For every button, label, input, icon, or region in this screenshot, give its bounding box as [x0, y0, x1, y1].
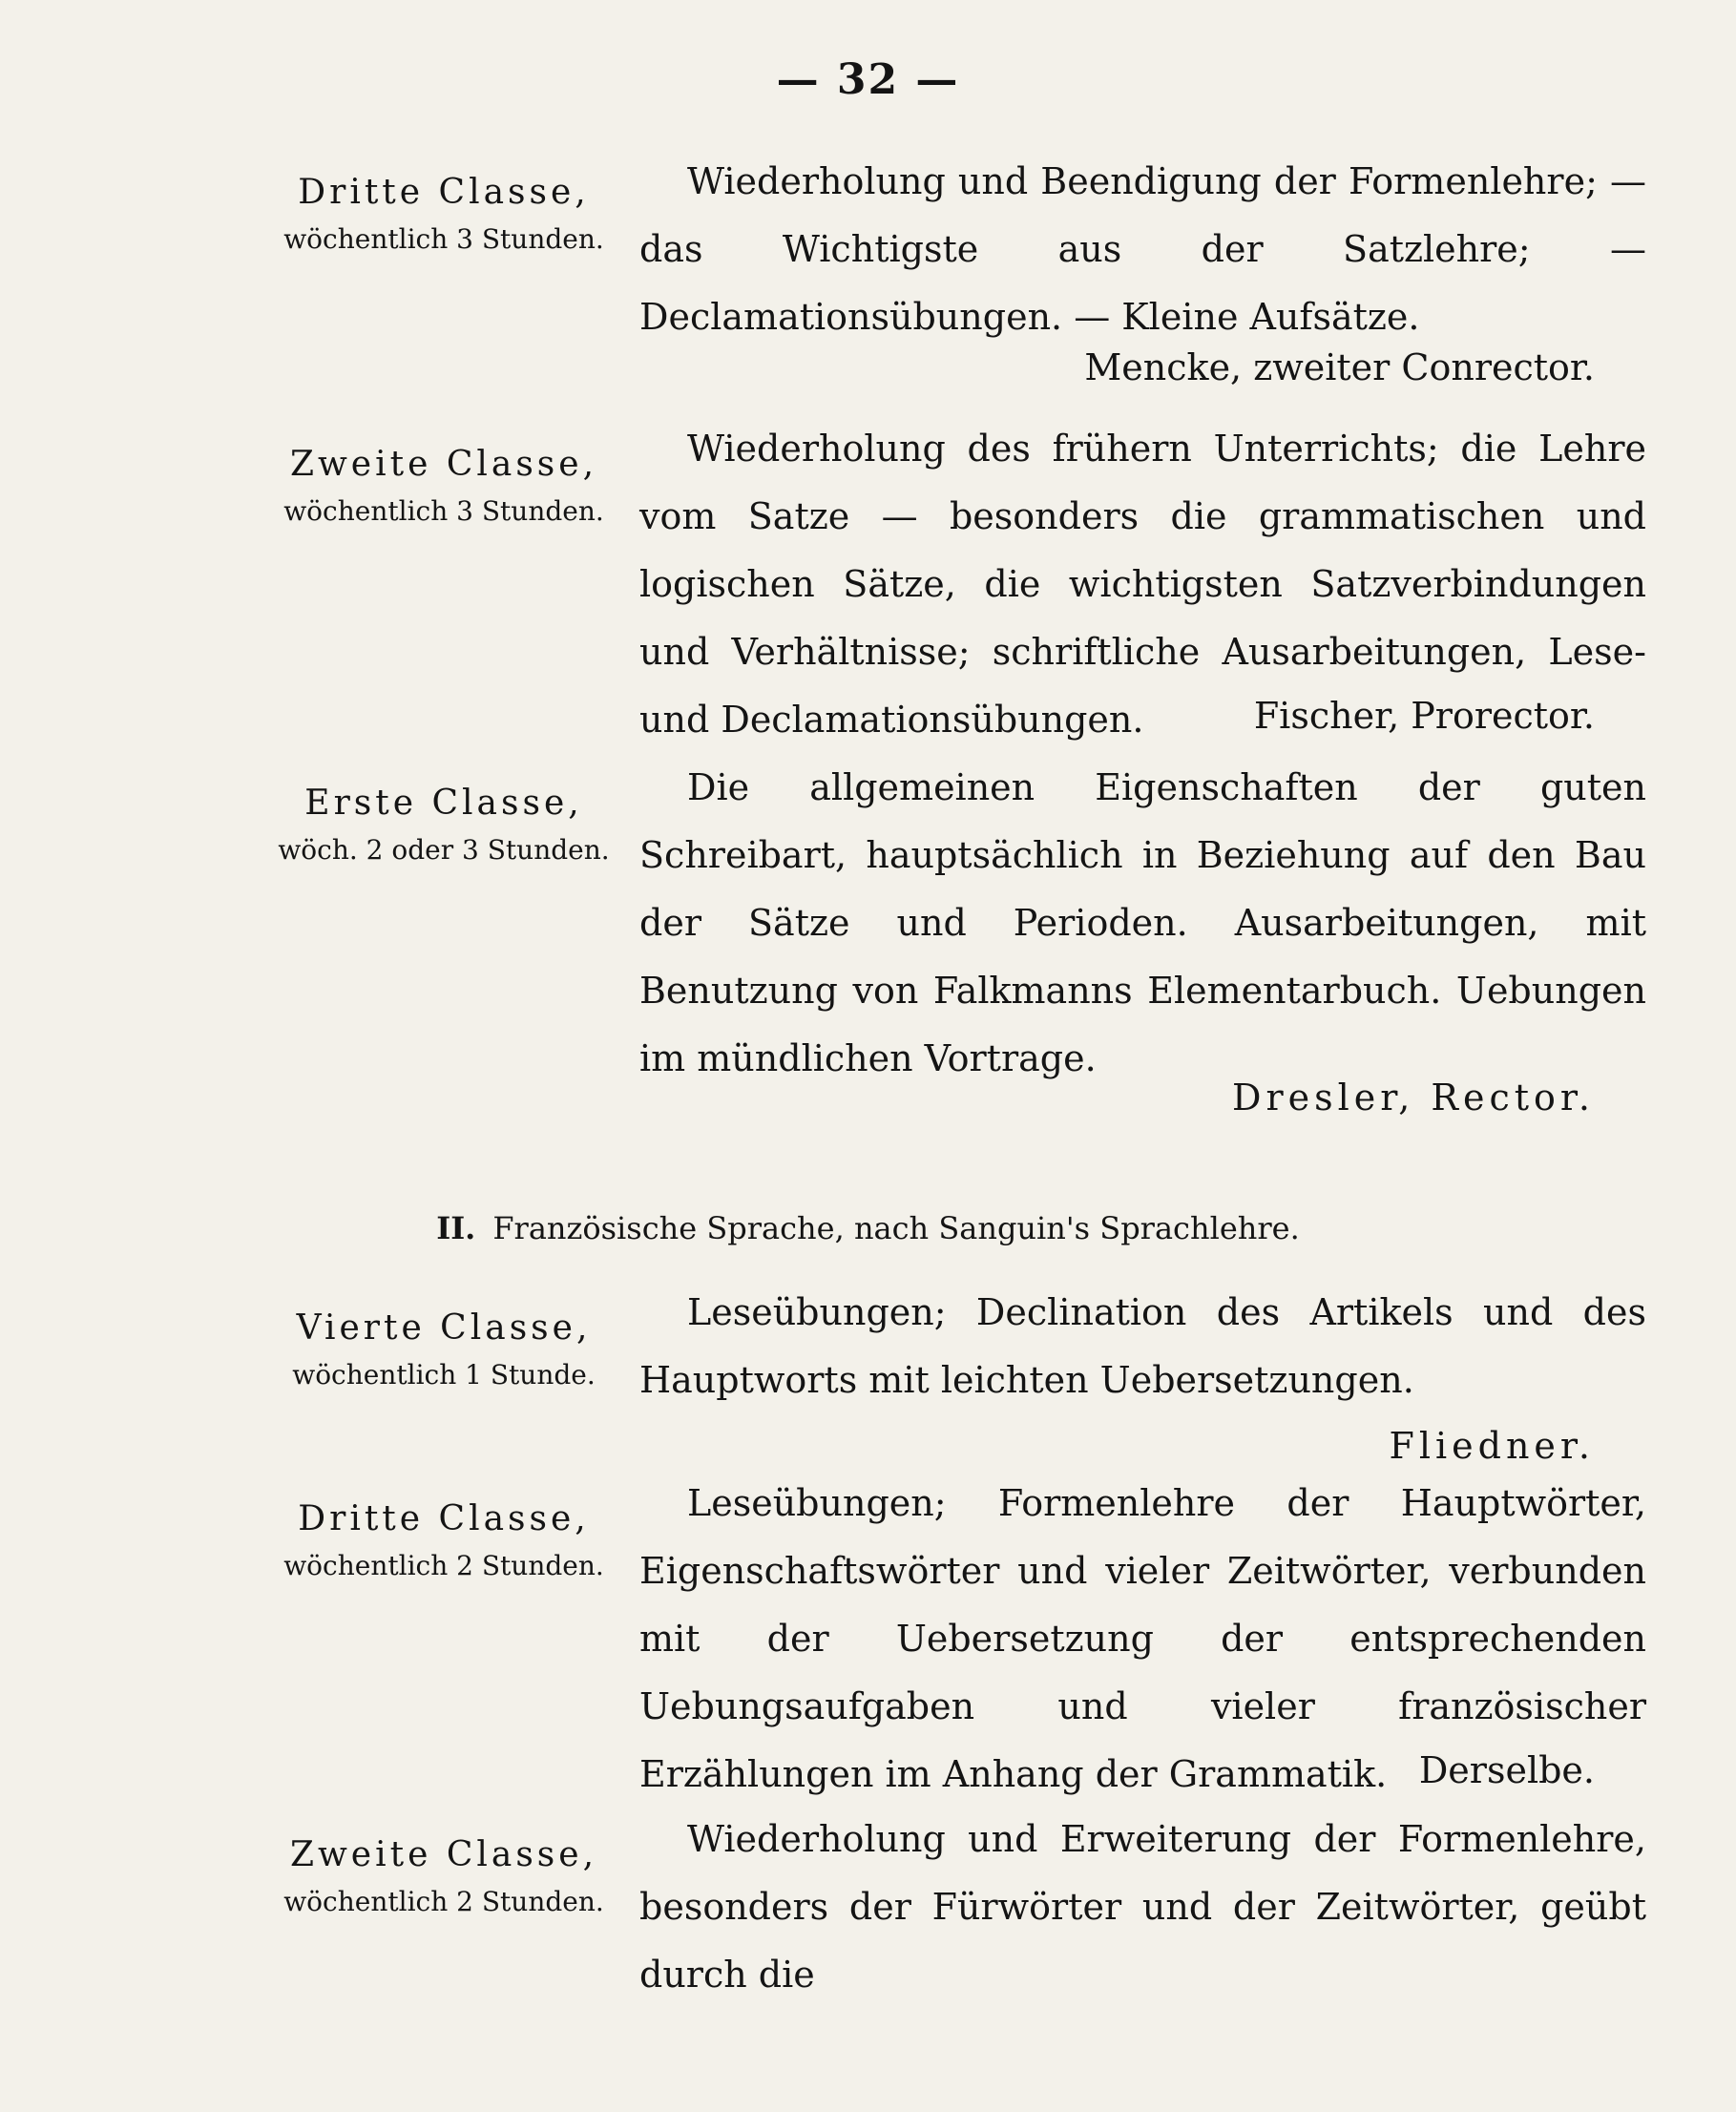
class-hours: wöchentlich 2 Stunden. — [283, 1886, 604, 1917]
class-hours: wöch. 2 oder 3 Stunden. — [278, 834, 610, 866]
class-name: Dritte Classe, — [298, 173, 590, 212]
teacher-signature: Derselbe. — [1418, 1749, 1595, 1791]
lesson-text: Leseübungen; Formenlehre der Hauptwörter, Eigenschaftswörter und vieler Zeitwörter, verbunden mit der Uebersetzung der entsprechenden Uebungsaufgaben und vieler französischer Erzählungen im Anhang der Grammatik. — [639, 1482, 1646, 1795]
class-label — [267, 1303, 620, 1396]
class-label — [267, 778, 620, 871]
lesson-text: Wiederholung und Erweiterung der Formenlehre, besonders der Fürwörter und der Zeitwörter, geübt durch die — [639, 1818, 1646, 1996]
section-heading-french — [0, 1210, 1736, 1246]
class-hours: wöchentlich 2 Stunden. — [283, 1550, 604, 1581]
class-label — [267, 167, 620, 261]
class-name: Erste Classe, — [304, 784, 583, 823]
class-name: Zweite Classe, — [289, 445, 598, 484]
class-hours: wöchentlich 3 Stunden. — [283, 495, 604, 527]
class-label — [267, 439, 620, 533]
class-name: Dritte Classe, — [298, 1499, 590, 1538]
lesson-text: Wiederholung und Beendigung der Formenlehre; — das Wichtigste aus der Satzlehre; — Declamationsübungen. — Kleine Aufsätze. — [639, 160, 1646, 338]
class-label — [267, 1494, 620, 1587]
class-label — [267, 1830, 620, 1923]
class-hours: wöchentlich 1 Stunde. — [292, 1359, 596, 1391]
teacher-signature: Mencke, zweiter Conrector. — [1084, 346, 1595, 388]
class-name: Zweite Classe, — [289, 1835, 598, 1874]
teacher-signature: Dresler, Rector. — [1231, 1077, 1595, 1119]
lesson-text: Wiederholung des frühern Unterrichts; die Lehre vom Satze — besonders die grammatischen und logischen Sätze, die wichtigsten Satzverbindungen und Verhältnisse; schriftliche Ausarbeitungen, Lese- und Declamationsübungen. — [639, 428, 1646, 741]
page-number: — 32 — — [776, 55, 960, 104]
lesson-text: Leseübungen; Declination des Artikels und des Hauptworts mit leichten Uebersetzungen. — [639, 1291, 1646, 1401]
section-title: Französische Sprache, nach Sanguin's Sprachlehre. — [492, 1210, 1300, 1246]
lesson-text: Die allgemeinen Eigenschaften der guten Schreibart, hauptsächlich in Beziehung auf den Bau der Sätze und Perioden. Ausarbeitungen, mit Benutzung von Falkmanns Elementarbuch. Uebungen im mündlichen Vortrage. — [639, 766, 1646, 1079]
teacher-signature: Fliedner. — [1389, 1425, 1595, 1467]
section-number: II. — [436, 1210, 476, 1246]
class-name: Vierte Classe, — [296, 1308, 592, 1348]
class-hours: wöchentlich 3 Stunden. — [283, 223, 604, 255]
teacher-signature: Fischer, Prorector. — [1253, 695, 1595, 737]
